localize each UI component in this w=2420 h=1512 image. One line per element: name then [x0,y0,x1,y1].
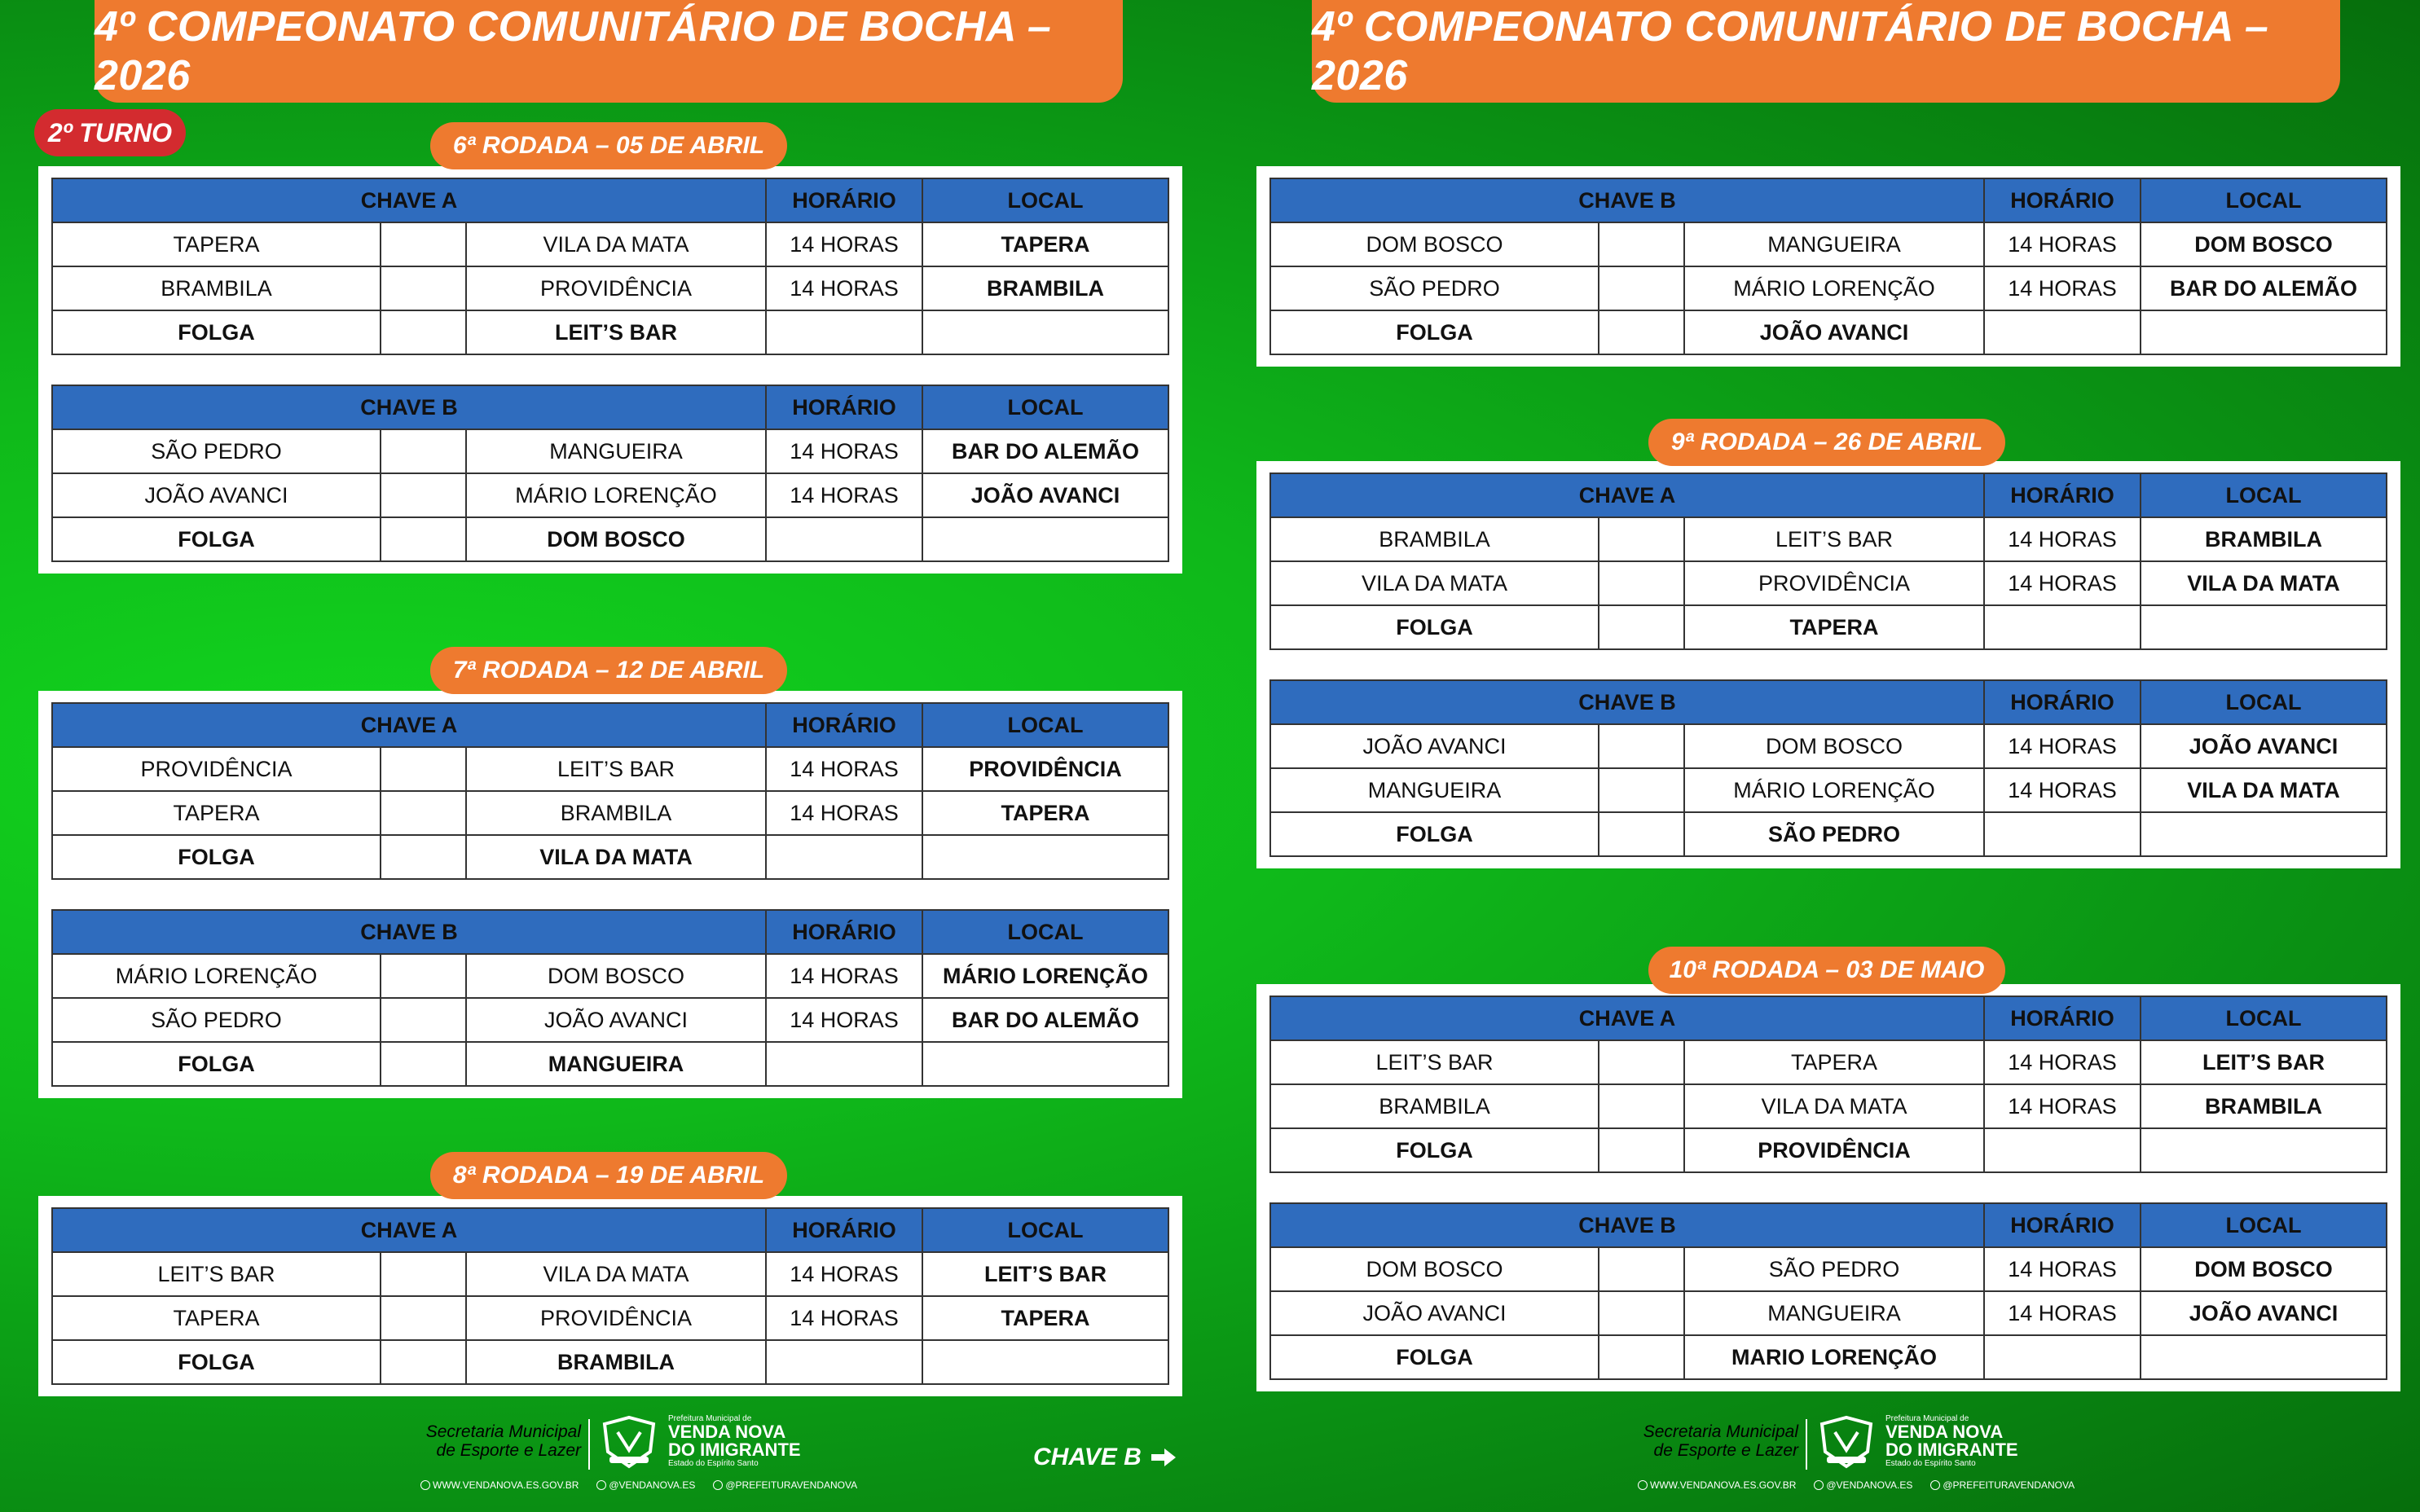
match-time: 14 HORAS [766,266,922,310]
city-brand [1885,1414,2018,1468]
bye-label: FOLGA [1270,1128,1599,1172]
versus-cell [1599,517,1684,561]
match-time: 14 HORAS [766,222,922,266]
away-team: VILA DA MATA [466,1252,766,1296]
match-venue: MÁRIO LORENÇÃO [922,954,1168,998]
instagram-link[interactable]: @VENDANOVA.ES [1814,1479,1912,1491]
venue-header: LOCAL [922,703,1168,747]
bye-label: FOLGA [52,517,381,561]
page-title: 4º COMPEONATO COMUNITÁRIO DE BOCHA – 2026 [1312,0,2340,103]
away-team: LEIT’S BAR [1684,517,1984,561]
match-row [1270,222,2387,266]
bye-team: SÃO PEDRO [1684,812,1984,856]
match-time: 14 HORAS [1984,1040,2141,1084]
match-time: 14 HORAS [766,954,922,998]
match-time: 14 HORAS [1984,1291,2141,1335]
away-team: JOÃO AVANCI [466,998,766,1042]
empty-cell [766,517,922,561]
empty-cell [2141,310,2387,354]
empty-cell [1599,310,1684,354]
away-team: BRAMBILA [466,791,766,835]
footer-divider [588,1419,590,1470]
footer-links [420,1479,857,1491]
round-card [38,691,1182,1098]
time-header: HORÁRIO [766,1208,922,1252]
bye-team: TAPERA [1684,605,1984,649]
round-card [1256,166,2400,367]
time-header: HORÁRIO [766,703,922,747]
match-venue: TAPERA [922,1296,1168,1340]
match-time: 14 HORAS [1984,1084,2141,1128]
bye-team: MARIO LORENÇÃO [1684,1335,1984,1379]
versus-cell [381,266,466,310]
state-label: Estado do Espírito Santo [1885,1459,1976,1468]
match-venue: DOM BOSCO [2141,222,2387,266]
empty-cell [922,310,1168,354]
secretaria-text [389,1422,581,1460]
table-header-row [1270,996,2387,1040]
bye-row [1270,1335,2387,1379]
bye-row [52,835,1168,879]
round-label: 9ª RODADA – 26 DE ABRIL [1648,419,2005,466]
match-time: 14 HORAS [1984,768,2141,812]
table-header-row [1270,1203,2387,1247]
versus-cell [1599,724,1684,768]
home-team: TAPERA [52,222,381,266]
venue-header: LOCAL [2141,473,2387,517]
match-row [1270,1247,2387,1291]
empty-cell [381,1340,466,1384]
match-row [52,998,1168,1042]
schedule-table [51,702,1169,880]
match-row [1270,1291,2387,1335]
match-time: 14 HORAS [1984,222,2141,266]
versus-cell [1599,768,1684,812]
prefeitura-label: Prefeitura Municipal de [668,1414,752,1423]
match-row [1270,1084,2387,1128]
match-venue: BAR DO ALEMÃO [922,429,1168,473]
bye-row [1270,812,2387,856]
arrow-right-icon [1150,1447,1177,1468]
table-header-row [52,910,1168,954]
globe-icon [1638,1480,1648,1490]
time-header: HORÁRIO [766,910,922,954]
bye-team: JOÃO AVANCI [1684,310,1984,354]
match-venue: VILA DA MATA [2141,561,2387,605]
away-team: TAPERA [1684,1040,1984,1084]
empty-cell [381,310,466,354]
table-header-row [52,178,1168,222]
table-header-row [52,1208,1168,1252]
table-spacer [1269,650,2387,679]
time-header: HORÁRIO [1984,1203,2141,1247]
match-venue: BAR DO ALEMÃO [2141,266,2387,310]
turno-badge: 2º TURNO [34,109,186,156]
facebook-link[interactable]: @PREFEITURAVENDANOVA [1930,1479,2075,1491]
website-link[interactable]: WWW.VENDANOVA.ES.GOV.BR [420,1479,579,1491]
schedule-table [51,178,1169,355]
time-header: HORÁRIO [1984,996,2141,1040]
time-header: HORÁRIO [1984,178,2141,222]
match-row [52,222,1168,266]
versus-cell [381,747,466,791]
empty-cell [1984,310,2141,354]
secretaria-line2: de Esporte e Lazer [1653,1441,1798,1460]
bye-team: VILA DA MATA [466,835,766,879]
versus-cell [381,954,466,998]
right-panel [1210,0,2420,1512]
match-venue: TAPERA [922,222,1168,266]
bye-row [1270,310,2387,354]
group-name: CHAVE A [1270,473,1984,517]
away-team: MANGUEIRA [1684,222,1984,266]
away-team: VILA DA MATA [1684,1084,1984,1128]
match-venue: VILA DA MATA [2141,768,2387,812]
next-page-label [1033,1444,1177,1471]
versus-cell [1599,1291,1684,1335]
versus-cell [381,473,466,517]
home-team: DOM BOSCO [1270,222,1599,266]
empty-cell [766,310,922,354]
facebook-link[interactable]: @PREFEITURAVENDANOVA [713,1479,857,1491]
versus-cell [1599,1040,1684,1084]
state-label: Estado do Espírito Santo [668,1459,759,1468]
home-team: TAPERA [52,791,381,835]
secretaria-line2: de Esporte e Lazer [436,1441,581,1460]
round-label: 8ª RODADA – 19 DE ABRIL [430,1152,787,1199]
bye-label: FOLGA [1270,605,1599,649]
table-header-row [52,385,1168,429]
time-header: HORÁRIO [766,385,922,429]
table-spacer [1269,1173,2387,1202]
prefeitura-label: Prefeitura Municipal de [1885,1414,1969,1423]
round-label: 10ª RODADA – 03 DE MAIO [1648,947,2005,994]
bye-row [52,517,1168,561]
empty-cell [1984,605,2141,649]
home-team: JOÃO AVANCI [1270,1291,1599,1335]
match-venue: DOM BOSCO [2141,1247,2387,1291]
home-team: BRAMBILA [52,266,381,310]
venue-header: LOCAL [922,1208,1168,1252]
away-team: DOM BOSCO [1684,724,1984,768]
away-team: DOM BOSCO [466,954,766,998]
bye-team: BRAMBILA [466,1340,766,1384]
match-time: 14 HORAS [766,747,922,791]
instagram-link[interactable]: @VENDANOVA.ES [596,1479,695,1491]
home-team: SÃO PEDRO [52,429,381,473]
empty-cell [2141,1335,2387,1379]
schedule-table [1269,1202,2387,1380]
venue-header: LOCAL [2141,996,2387,1040]
empty-cell [2141,1128,2387,1172]
match-time: 14 HORAS [1984,266,2141,310]
empty-cell [1599,812,1684,856]
time-header: HORÁRIO [766,178,922,222]
city-crest-icon [1814,1414,1879,1471]
match-row [1270,266,2387,310]
match-row [1270,517,2387,561]
empty-cell [2141,812,2387,856]
away-team: MÁRIO LORENÇÃO [1684,768,1984,812]
match-venue: BRAMBILA [922,266,1168,310]
match-venue: BRAMBILA [2141,1084,2387,1128]
bye-label: FOLGA [52,1340,381,1384]
table-header-row [52,703,1168,747]
match-time: 14 HORAS [1984,1247,2141,1291]
home-team: SÃO PEDRO [52,998,381,1042]
home-team: VILA DA MATA [1270,561,1599,605]
table-spacer [51,355,1169,385]
city-name-line2: DO IMIGRANTE [1885,1439,2018,1460]
secretaria-line1: Secretaria Municipal [425,1422,581,1441]
versus-cell [381,998,466,1042]
schedule-table [1269,996,2387,1173]
match-time: 14 HORAS [1984,561,2141,605]
footer-divider [1806,1419,1807,1470]
match-row [52,954,1168,998]
bye-team: LEIT’S BAR [466,310,766,354]
empty-cell [2141,605,2387,649]
away-team: VILA DA MATA [466,222,766,266]
away-team: MÁRIO LORENÇÃO [1684,266,1984,310]
facebook-icon [713,1480,723,1490]
match-row [1270,724,2387,768]
empty-cell [1599,1128,1684,1172]
match-row [1270,561,2387,605]
versus-cell [1599,1084,1684,1128]
away-team: PROVIDÊNCIA [466,1296,766,1340]
venue-header: LOCAL [922,178,1168,222]
schedule-table [1269,472,2387,650]
round-card [38,1196,1182,1396]
match-row [1270,768,2387,812]
away-team: PROVIDÊNCIA [466,266,766,310]
group-name: CHAVE A [52,178,766,222]
schedule-table [51,1207,1169,1385]
footer-links [1638,1479,2075,1491]
table-header-row [1270,473,2387,517]
bye-row [1270,1128,2387,1172]
versus-cell [1599,561,1684,605]
home-team: JOÃO AVANCI [52,473,381,517]
empty-cell [766,1042,922,1086]
home-team: BRAMBILA [1270,517,1599,561]
bye-label: FOLGA [1270,310,1599,354]
time-header: HORÁRIO [1984,473,2141,517]
city-crest-icon [596,1414,662,1471]
home-team: DOM BOSCO [1270,1247,1599,1291]
table-header-row [1270,680,2387,724]
match-row [52,429,1168,473]
away-team: SÃO PEDRO [1684,1247,1984,1291]
match-time: 14 HORAS [766,1252,922,1296]
bye-row [52,310,1168,354]
bye-label: FOLGA [52,1042,381,1086]
match-time: 14 HORAS [766,791,922,835]
home-team: SÃO PEDRO [1270,266,1599,310]
match-time: 14 HORAS [766,1296,922,1340]
table-spacer [51,880,1169,909]
empty-cell [1599,1335,1684,1379]
group-name: CHAVE B [52,910,766,954]
city-name-line2: DO IMIGRANTE [668,1439,801,1460]
match-venue: BAR DO ALEMÃO [922,998,1168,1042]
match-row [1270,1040,2387,1084]
bye-row [1270,605,2387,649]
match-row [52,266,1168,310]
match-venue: BRAMBILA [2141,517,2387,561]
empty-cell [1984,812,2141,856]
empty-cell [766,835,922,879]
secretaria-line1: Secretaria Municipal [1643,1422,1798,1441]
match-row [52,1252,1168,1296]
round-card [1256,461,2400,868]
away-team: MANGUEIRA [466,429,766,473]
empty-cell [766,1340,922,1384]
venue-header: LOCAL [922,910,1168,954]
schedule-table [1269,178,2387,355]
group-name: CHAVE B [1270,1203,1984,1247]
empty-cell [922,517,1168,561]
schedule-table [51,385,1169,562]
bye-label: FOLGA [1270,1335,1599,1379]
bye-row [52,1042,1168,1086]
bye-team: DOM BOSCO [466,517,766,561]
home-team: TAPERA [52,1296,381,1340]
website-link[interactable]: WWW.VENDANOVA.ES.GOV.BR [1638,1479,1796,1491]
versus-cell [1599,1247,1684,1291]
match-row [52,473,1168,517]
home-team: LEIT’S BAR [1270,1040,1599,1084]
venue-header: LOCAL [2141,1203,2387,1247]
round-label: 6ª RODADA – 05 DE ABRIL [430,122,787,169]
versus-cell [381,1296,466,1340]
empty-cell [922,1042,1168,1086]
away-team: MANGUEIRA [1684,1291,1984,1335]
bye-label: FOLGA [52,310,381,354]
venue-header: LOCAL [2141,178,2387,222]
match-time: 14 HORAS [766,473,922,517]
empty-cell [1984,1335,2141,1379]
group-name: CHAVE A [1270,996,1984,1040]
bye-label: FOLGA [1270,812,1599,856]
time-header: HORÁRIO [1984,680,2141,724]
schedule-table [51,909,1169,1087]
city-name-line1: VENDA NOVA [1885,1422,2004,1442]
empty-cell [922,835,1168,879]
empty-cell [381,1042,466,1086]
home-team: JOÃO AVANCI [1270,724,1599,768]
instagram-icon [596,1480,606,1490]
page-title: 4º COMPEONATO COMUNITÁRIO DE BOCHA – 2026 [95,0,1123,103]
table-header-row [1270,178,2387,222]
instagram-icon [1814,1480,1824,1490]
match-venue: LEIT’S BAR [2141,1040,2387,1084]
match-row [52,1296,1168,1340]
round-label: 7ª RODADA – 12 DE ABRIL [430,647,787,694]
home-team: BRAMBILA [1270,1084,1599,1128]
match-venue: JOÃO AVANCI [2141,724,2387,768]
versus-cell [1599,222,1684,266]
versus-cell [381,1252,466,1296]
venue-header: LOCAL [2141,680,2387,724]
away-team: LEIT’S BAR [466,747,766,791]
next-page-text: CHAVE B [1033,1444,1142,1470]
match-venue: PROVIDÊNCIA [922,747,1168,791]
home-team: MÁRIO LORENÇÃO [52,954,381,998]
group-name: CHAVE B [52,385,766,429]
versus-cell [381,222,466,266]
match-venue: JOÃO AVANCI [2141,1291,2387,1335]
group-name: CHAVE A [52,703,766,747]
facebook-icon [1930,1480,1940,1490]
schedule-table [1269,679,2387,857]
home-team: MANGUEIRA [1270,768,1599,812]
versus-cell [381,429,466,473]
city-name-line1: VENDA NOVA [668,1422,786,1442]
round-card [1256,984,2400,1391]
versus-cell [1599,266,1684,310]
empty-cell [381,835,466,879]
bye-row [52,1340,1168,1384]
city-brand [668,1414,801,1468]
match-time: 14 HORAS [1984,517,2141,561]
away-team: MÁRIO LORENÇÃO [466,473,766,517]
bye-team: MANGUEIRA [466,1042,766,1086]
bye-team: PROVIDÊNCIA [1684,1128,1984,1172]
home-team: LEIT’S BAR [52,1252,381,1296]
match-venue: JOÃO AVANCI [922,473,1168,517]
venue-header: LOCAL [922,385,1168,429]
match-row [52,791,1168,835]
home-team: PROVIDÊNCIA [52,747,381,791]
bye-label: FOLGA [52,835,381,879]
empty-cell [1599,605,1684,649]
secretaria-text [1607,1422,1798,1460]
match-venue: TAPERA [922,791,1168,835]
match-venue: LEIT’S BAR [922,1252,1168,1296]
empty-cell [922,1340,1168,1384]
group-name: CHAVE B [1270,680,1984,724]
group-name: CHAVE A [52,1208,766,1252]
versus-cell [381,791,466,835]
away-team: PROVIDÊNCIA [1684,561,1984,605]
empty-cell [1984,1128,2141,1172]
empty-cell [381,517,466,561]
round-card [38,166,1182,574]
match-time: 14 HORAS [766,429,922,473]
match-time: 14 HORAS [766,998,922,1042]
match-row [52,747,1168,791]
match-time: 14 HORAS [1984,724,2141,768]
group-name: CHAVE B [1270,178,1984,222]
globe-icon [420,1480,430,1490]
